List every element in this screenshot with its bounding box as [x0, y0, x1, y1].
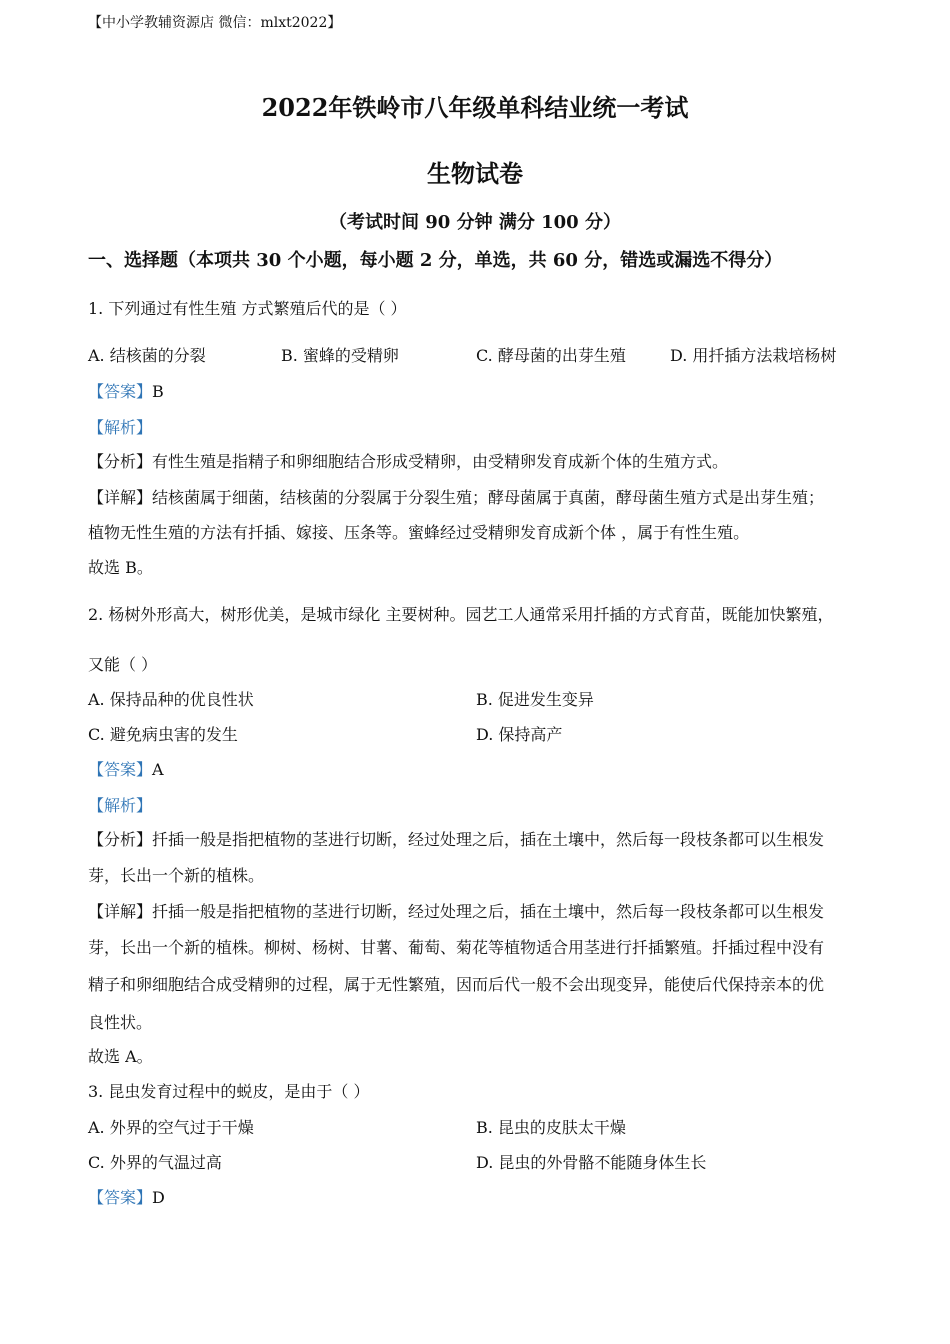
q1-xiangjie-2: 植物无性生殖的方法有扦插、嫁接、压条等。蜜蜂经过受精卵发育成新个体 ，属于有性生殖。	[88, 523, 750, 542]
q2-fenxi-2: 芽，长出一个新的植株。	[88, 866, 265, 885]
q2-xiangjie-4: 良性状。	[88, 1013, 153, 1032]
q2-option-c: C. 避免病虫害的发生	[88, 725, 238, 744]
answer-label: 【答案】	[88, 382, 153, 401]
q2-stem-1: 2. 杨树外形高大，树形优美，是城市绿化 主要树种。园艺工人通常采用扦插的方式育苗，既能加快繁殖，	[88, 605, 834, 624]
q2-jiexi-label: 【解析】	[88, 796, 153, 815]
q3-option-b: B. 昆虫的皮肤太干燥	[476, 1118, 626, 1137]
q1-option-a: A. 结核菌的分裂	[88, 346, 206, 365]
q3-stem: 3. 昆虫发育过程中的蜕皮，是由于（ ）	[88, 1082, 370, 1101]
q3-option-c: C. 外界的气温过高	[88, 1153, 222, 1172]
q2-option-a: A. 保持品种的优良性状	[88, 690, 254, 709]
q2-option-d: D. 保持高产	[476, 725, 563, 744]
q1-conclusion: 故选 B。	[88, 558, 153, 577]
answer-label: 【答案】	[88, 760, 153, 779]
q2-answer-value: A	[152, 760, 164, 779]
page-header: 【中小学教辅资源店 微信：mlxt2022】	[88, 15, 342, 31]
q3-option-d: D. 昆虫的外骨骼不能随身体生长	[476, 1153, 707, 1172]
q1-answer	[88, 379, 164, 402]
q2-conclusion: 故选 A。	[88, 1047, 153, 1066]
q2-xiangjie-2: 芽，长出一个新的植株。柳树、杨树、甘薯、葡萄、菊花等植物适合用茎进行扦插繁殖。扦插过程中没有	[88, 938, 825, 957]
q1-jiexi-label: 【解析】	[88, 418, 153, 437]
q3-answer-value: D	[152, 1188, 165, 1207]
answer-label: 【答案】	[88, 1188, 153, 1207]
q2-stem-2: 又能（ ）	[88, 655, 158, 674]
q1-option-c: C. 酵母菌的出芽生殖	[476, 346, 626, 365]
q1-answer-value: B	[152, 382, 164, 401]
q2-option-b: B. 促进发生变异	[476, 690, 594, 709]
q1-stem: 1. 下列通过有性生殖 方式繁殖后代的是（ ）	[88, 299, 407, 318]
section-heading: 一、选择题（本项共 30 个小题，每小题 2 分，单选，共 60 分，错选或漏选不得分）	[88, 250, 783, 271]
q3-answer	[88, 1185, 165, 1208]
q1-option-b: B. 蜜蜂的受精卵	[281, 346, 399, 365]
exam-subtitle: 生物试卷	[427, 159, 523, 188]
q3-option-a: A. 外界的空气过于干燥	[88, 1118, 254, 1137]
q2-xiangjie-1: 【详解】扦插一般是指把植物的茎进行切断，经过处理之后，插在土壤中，然后每一段枝条都可以生根发	[88, 902, 825, 921]
q2-fenxi-1: 【分析】扦插一般是指把植物的茎进行切断，经过处理之后，插在土壤中，然后每一段枝条都可以生根发	[88, 830, 825, 849]
q2-answer	[88, 757, 164, 780]
q1-option-d: D. 用扦插方法栽培杨树	[670, 346, 837, 365]
q1-fenxi: 【分析】有性生殖是指精子和卵细胞结合形成受精卵，由受精卵发育成新个体的生殖方式。	[88, 452, 729, 471]
q2-xiangjie-3: 精子和卵细胞结合成受精卵的过程，属于无性繁殖，因而后代一般不会出现变异，能使后代保持亲本的优	[88, 975, 825, 994]
q1-xiangjie-1: 【详解】结核菌属于细菌，结核菌的分裂属于分裂生殖；酵母菌属于真菌，酵母菌生殖方式是出芽生殖；	[88, 488, 825, 507]
exam-title: 2022年铁岭市八年级单科结业统一考试	[261, 93, 689, 122]
exam-info: （考试时间 90 分钟 满分 100 分）	[329, 212, 621, 233]
